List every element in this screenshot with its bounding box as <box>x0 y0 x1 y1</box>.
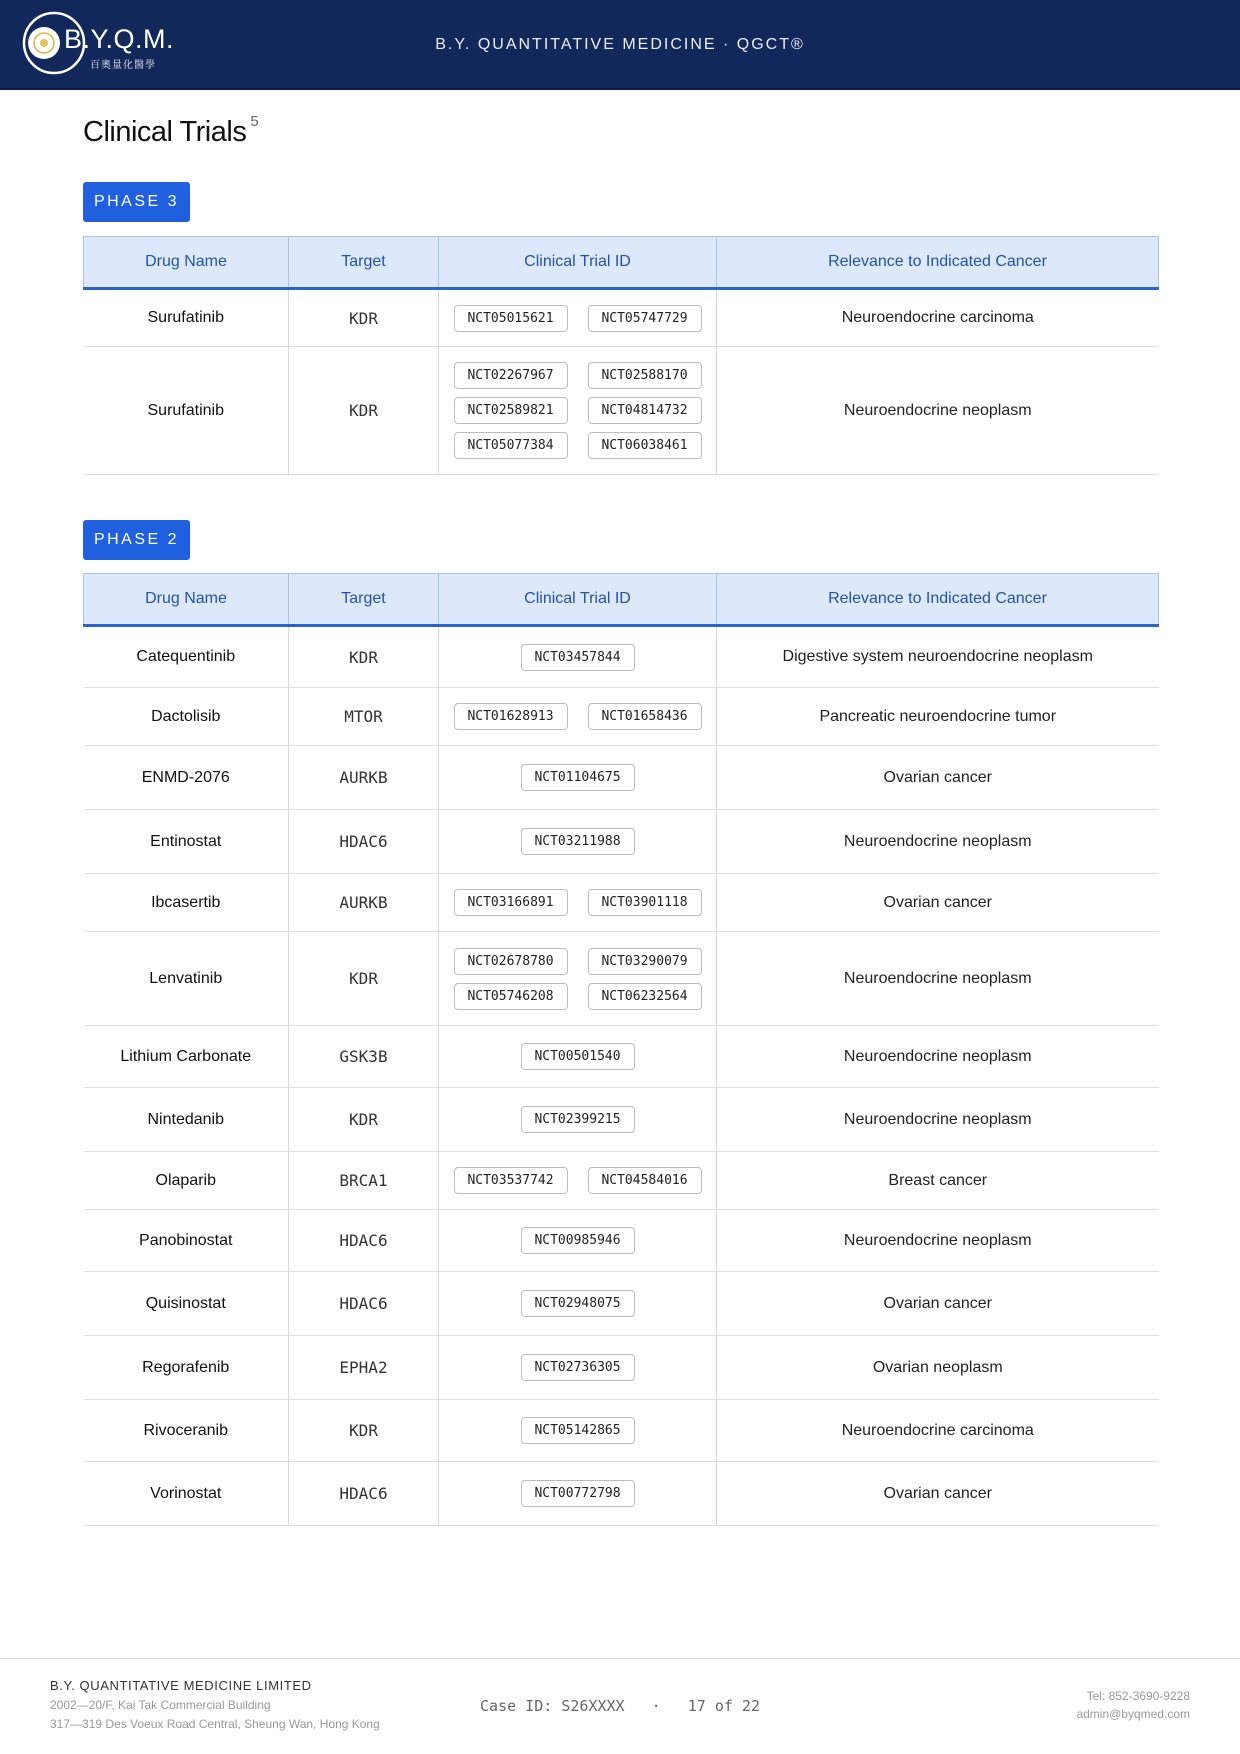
relevance-cell: Digestive system neuroendocrine neoplasm <box>717 626 1159 688</box>
trial-ids-cell <box>439 1026 717 1088</box>
phase-3-badge: PHASE 3 <box>83 182 190 222</box>
drug-name-cell: Dactolisib <box>84 688 289 746</box>
col-drug-name: Drug Name <box>84 237 289 289</box>
trial-id-chip: NCT03166891 <box>454 889 568 916</box>
trial-id-chip: NCT02588170 <box>588 362 702 389</box>
table-row <box>84 1336 1159 1400</box>
top-header <box>0 0 1240 90</box>
table-row <box>84 1088 1159 1152</box>
footer-separator: · <box>651 1697 661 1715</box>
target-cell: KDR <box>289 1088 439 1152</box>
page-title <box>83 113 259 149</box>
trial-id-chip: NCT06232564 <box>588 983 702 1010</box>
phase-2-table <box>83 573 1159 1526</box>
trial-id-chip: NCT02399215 <box>521 1106 635 1133</box>
table-row <box>84 1462 1159 1526</box>
drug-name-cell: Rivoceranib <box>84 1400 289 1462</box>
table-header-row <box>84 574 1159 626</box>
relevance-cell: Breast cancer <box>717 1152 1159 1210</box>
trial-ids-cell <box>439 1272 717 1336</box>
trial-id-chip: NCT03537742 <box>454 1167 568 1194</box>
trial-id-chip: NCT05142865 <box>521 1417 635 1444</box>
relevance-cell: Neuroendocrine neoplasm <box>717 347 1159 475</box>
trial-id-chip: NCT05746208 <box>454 983 568 1010</box>
page-title-text: Clinical Trials <box>83 116 247 148</box>
target-cell: EPHA2 <box>289 1336 439 1400</box>
footer-address-line-2: 317—319 Des Voeux Road Central, Sheung Wan, Hong Kong <box>50 1717 380 1731</box>
table-row <box>84 1272 1159 1336</box>
trial-id-chip: NCT03901118 <box>588 889 702 916</box>
trial-id-chip: NCT02736305 <box>521 1354 635 1381</box>
target-cell: AURKB <box>289 874 439 932</box>
table-row <box>84 688 1159 746</box>
footer-divider <box>0 1658 1240 1659</box>
trial-id-chip: NCT05077384 <box>454 432 568 459</box>
trial-ids-cell <box>439 746 717 810</box>
table-row <box>84 1400 1159 1462</box>
trial-id-chip: NCT03290079 <box>588 948 702 975</box>
drug-name-cell: Regorafenib <box>84 1336 289 1400</box>
col-target: Target <box>289 574 439 626</box>
target-cell: KDR <box>289 626 439 688</box>
table-header-row <box>84 237 1159 289</box>
target-cell: HDAC6 <box>289 1210 439 1272</box>
trial-id-chip: NCT02678780 <box>454 948 568 975</box>
trial-id-chip: NCT02948075 <box>521 1290 635 1317</box>
trial-ids-cell <box>439 626 717 688</box>
target-cell: KDR <box>289 932 439 1026</box>
page-number: 17 of 22 <box>687 1697 760 1715</box>
target-cell: HDAC6 <box>289 1462 439 1526</box>
target-cell: KDR <box>289 1400 439 1462</box>
trial-id-chip: NCT00772798 <box>521 1480 635 1507</box>
relevance-cell: Neuroendocrine neoplasm <box>717 1210 1159 1272</box>
trial-id-chip: NCT02589821 <box>454 397 568 424</box>
drug-name-cell: Entinostat <box>84 810 289 874</box>
relevance-cell: Ovarian cancer <box>717 874 1159 932</box>
trial-ids-cell <box>439 810 717 874</box>
table-row <box>84 810 1159 874</box>
trial-id-chip: NCT04584016 <box>588 1167 702 1194</box>
relevance-cell: Ovarian neoplasm <box>717 1336 1159 1400</box>
drug-name-cell: Quisinostat <box>84 1272 289 1336</box>
trial-ids-cell <box>439 688 717 746</box>
drug-name-cell: Surufatinib <box>84 347 289 475</box>
trial-id-chip: NCT03211988 <box>521 828 635 855</box>
trial-id-chip: NCT05747729 <box>588 305 702 332</box>
trial-id-chip: NCT03457844 <box>521 644 635 671</box>
trial-ids-cell <box>439 1088 717 1152</box>
drug-name-cell: Panobinostat <box>84 1210 289 1272</box>
header-title: B.Y. QUANTITATIVE MEDICINE · QGCT® <box>435 36 805 53</box>
table-row <box>84 746 1159 810</box>
trial-id-chip: NCT06038461 <box>588 432 702 459</box>
footnote-marker: 5 <box>250 113 259 131</box>
trial-ids-cell <box>439 1210 717 1272</box>
drug-name-cell: Ibcasertib <box>84 874 289 932</box>
trial-id-chip: NCT00985946 <box>521 1227 635 1254</box>
footer-company: B.Y. QUANTITATIVE MEDICINE LIMITED <box>50 1678 312 1693</box>
trial-ids-cell <box>439 289 717 347</box>
drug-name-cell: Olaparib <box>84 1152 289 1210</box>
relevance-cell: Ovarian cancer <box>717 1462 1159 1526</box>
drug-name-cell: ENMD-2076 <box>84 746 289 810</box>
drug-name-cell: Lenvatinib <box>84 932 289 1026</box>
trial-ids-cell <box>439 1152 717 1210</box>
target-cell: KDR <box>289 289 439 347</box>
footer-email: admin@byqmed.com <box>1076 1707 1190 1721</box>
logo-subtitle: 百奧量化醫學 <box>90 60 156 71</box>
table-row <box>84 289 1159 347</box>
relevance-cell: Neuroendocrine carcinoma <box>717 1400 1159 1462</box>
relevance-cell: Neuroendocrine neoplasm <box>717 932 1159 1026</box>
trial-id-chip: NCT02267967 <box>454 362 568 389</box>
col-relevance: Relevance to Indicated Cancer <box>717 574 1159 626</box>
col-target: Target <box>289 237 439 289</box>
trial-ids-cell <box>439 932 717 1026</box>
logo-wordmark: B.Y.Q.M. <box>64 24 175 54</box>
case-id: Case ID: S26XXXX <box>480 1697 625 1715</box>
relevance-cell: Neuroendocrine carcinoma <box>717 289 1159 347</box>
relevance-cell: Pancreatic neuroendocrine tumor <box>717 688 1159 746</box>
trial-ids-cell <box>439 1336 717 1400</box>
trial-ids-cell <box>439 347 717 475</box>
footer-tel: Tel: 852-3690-9228 <box>1086 1689 1190 1703</box>
drug-name-cell: Catequentinib <box>84 626 289 688</box>
footer-case-info <box>0 1697 1240 1715</box>
target-cell: KDR <box>289 347 439 475</box>
target-cell: HDAC6 <box>289 810 439 874</box>
trial-ids-cell <box>439 1400 717 1462</box>
trial-id-chip: NCT01628913 <box>454 703 568 730</box>
relevance-cell: Ovarian cancer <box>717 1272 1159 1336</box>
phase-3-table <box>83 236 1159 475</box>
table-row <box>84 347 1159 475</box>
col-drug-name: Drug Name <box>84 574 289 626</box>
trial-id-chip: NCT00501540 <box>521 1043 635 1070</box>
drug-name-cell: Nintedanib <box>84 1088 289 1152</box>
trial-id-chip: NCT01104675 <box>521 764 635 791</box>
target-cell: GSK3B <box>289 1026 439 1088</box>
target-cell: HDAC6 <box>289 1272 439 1336</box>
table-row <box>84 626 1159 688</box>
phase-2-badge: PHASE 2 <box>83 520 190 560</box>
relevance-cell: Ovarian cancer <box>717 746 1159 810</box>
table-row <box>84 932 1159 1026</box>
table-row <box>84 1210 1159 1272</box>
trial-ids-cell <box>439 874 717 932</box>
table-row <box>84 874 1159 932</box>
drug-name-cell: Lithium Carbonate <box>84 1026 289 1088</box>
drug-name-cell: Vorinostat <box>84 1462 289 1526</box>
target-cell: AURKB <box>289 746 439 810</box>
trial-id-chip: NCT05015621 <box>454 305 568 332</box>
relevance-cell: Neuroendocrine neoplasm <box>717 810 1159 874</box>
target-cell: MTOR <box>289 688 439 746</box>
relevance-cell: Neuroendocrine neoplasm <box>717 1026 1159 1088</box>
trial-id-chip: NCT04814732 <box>588 397 702 424</box>
trial-id-chip: NCT01658436 <box>588 703 702 730</box>
table-row <box>84 1026 1159 1088</box>
footer-address-line-1: 2002—20/F, Kai Tak Commercial Building <box>50 1698 271 1712</box>
col-clinical-trial-id: Clinical Trial ID <box>439 237 717 289</box>
col-relevance: Relevance to Indicated Cancer <box>717 237 1159 289</box>
col-clinical-trial-id: Clinical Trial ID <box>439 574 717 626</box>
trial-ids-cell <box>439 1462 717 1526</box>
drug-name-cell: Surufatinib <box>84 289 289 347</box>
target-cell: BRCA1 <box>289 1152 439 1210</box>
relevance-cell: Neuroendocrine neoplasm <box>717 1088 1159 1152</box>
table-row <box>84 1152 1159 1210</box>
